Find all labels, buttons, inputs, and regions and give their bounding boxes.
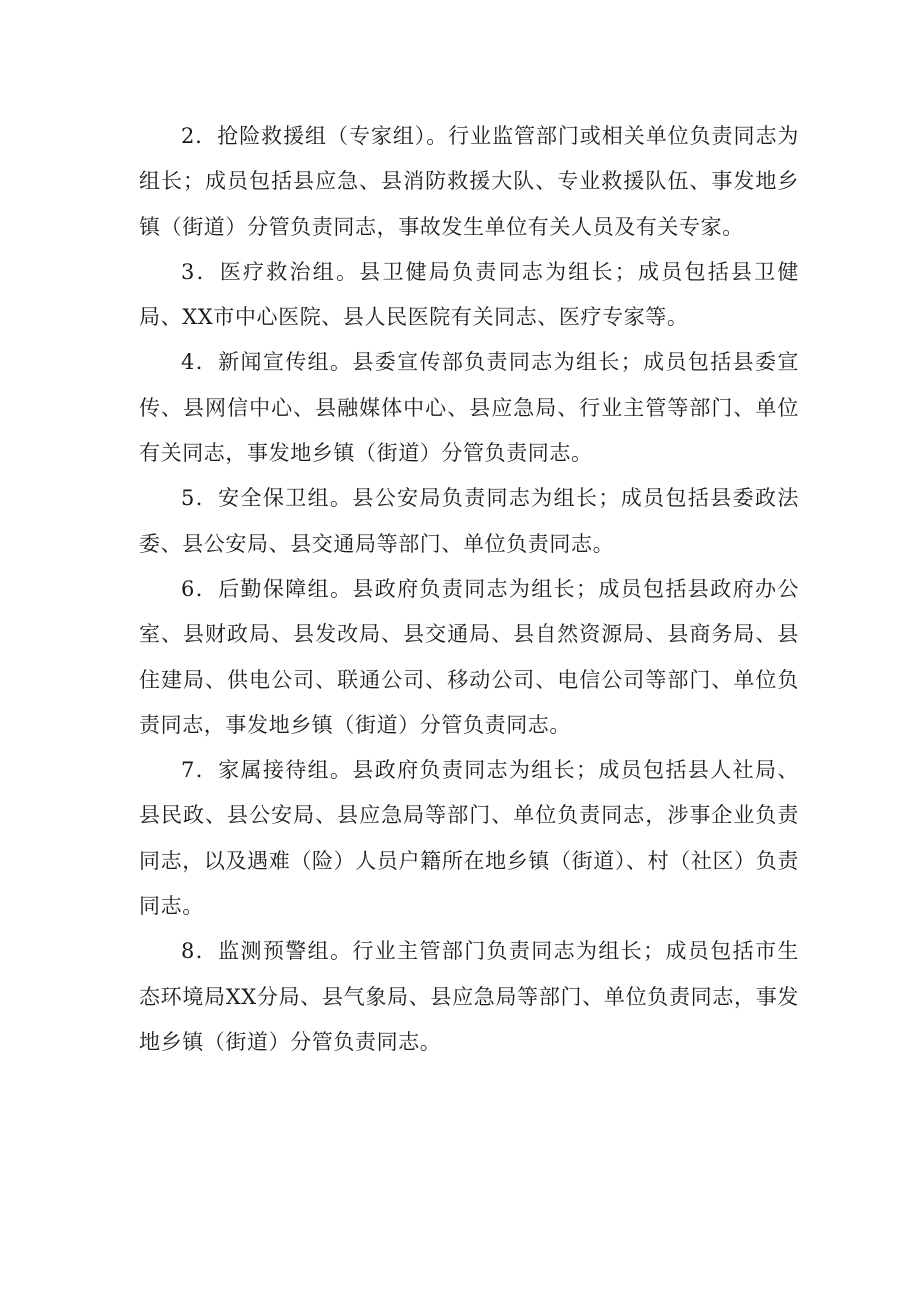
document-body — [139, 114, 799, 1065]
paragraph-logistics-group: 6．后勤保障组。县政府负责同志为组长；成员包括县政府办公室、县财政局、县发改局、县交通局、县自然资源局、县商务局、县住建局、供电公司、联通公司、移动公司、电信公司等部门、单位负责同志，事发地乡镇（街道）分管负责同志。 — [139, 576, 799, 737]
paragraph-family-reception-group: 7．家属接待组。县政府负责同志为组长；成员包括县人社局、县民政、县公安局、县应急局等部门、单位负责同志，涉事企业负责同志，以及遇难（险）人员户籍所在地乡镇（街道）、村（社区）负责同志。 — [139, 758, 799, 919]
paragraph-medical-group: 3．医疗救治组。县卫健局负责同志为组长；成员包括县卫健局、XX市中心医院、县人民医院有关同志、医疗专家等。 — [139, 259, 799, 330]
paragraph-security-group: 5．安全保卫组。县公安局负责同志为组长；成员包括县委政法委、县公安局、县交通局等部门、单位负责同志。 — [139, 486, 799, 556]
paragraph-monitoring-group: 8．监测预警组。行业主管部门负责同志为组长；成员包括市生态环境局XX分局、县气象局、县应急局等部门、单位负责同志，事发地乡镇（街道）分管负责同志。 — [139, 939, 799, 1054]
paragraph-rescue-group: 2．抢险救援组（专家组）。行业监管部门或相关单位负责同志为组长；成员包括县应急、县消防救援大队、专业救援队伍、事发地乡镇（街道）分管负责同志，事故发生单位有关人员及有关专家。 — [139, 124, 799, 239]
paragraph-news-group: 4．新闻宣传组。县委宣传部负责同志为组长；成员包括县委宣传、县网信中心、县融媒体中心、县应急局、行业主管等部门、单位有关同志，事发地乡镇（街道）分管负责同志。 — [139, 350, 799, 466]
